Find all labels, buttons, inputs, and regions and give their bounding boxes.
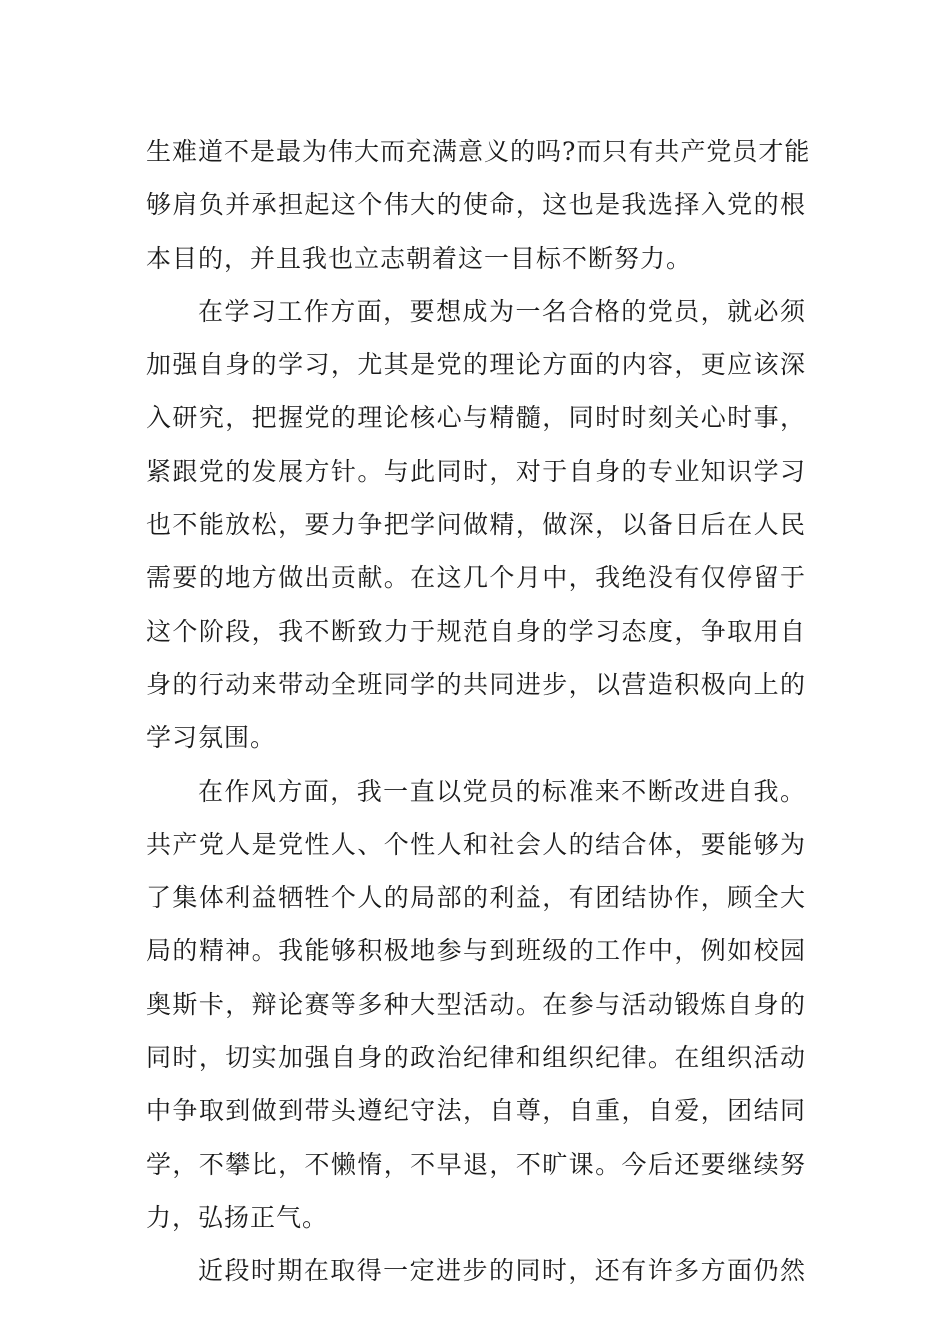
paragraph-3-line-6: 同时，切实加强自身的政治纪律和组织纪律。在组织活动 [146,1043,806,1073]
paragraph-2-line-5: 也不能放松，要力争把学问做精，做深，以备日后在人民 [146,510,806,540]
paragraph-2-line-6: 需要的地方做出贡献。在这几个月中，我绝没有仅停留于 [146,563,806,593]
paragraph-1-line-3: 本目的，并且我也立志朝着这一目标不断努力。 [146,243,693,273]
paragraph-2-line-1: 在学习工作方面，要想成为一名合格的党员，就必须 [198,296,806,326]
paragraph-3-line-7: 中争取到做到带头遵纪守法，自尊，自重，自爱，团结同 [146,1096,806,1126]
paragraph-2-line-4: 紧跟党的发展方针。与此同时，对于自身的专业知识学习 [146,456,806,486]
paragraph-3-line-3: 了集体利益牺牲个人的局部的利益，有团结协作，顾全大 [146,883,806,913]
paragraph-3-line-8: 学，不攀比，不懒惰，不早退，不旷课。今后还要继续努 [146,1149,806,1179]
paragraph-3-line-9: 力，弘扬正气。 [146,1202,329,1232]
paragraph-3-line-1: 在作风方面，我一直以党员的标准来不断改进自我。 [198,776,806,806]
paragraph-2-line-2: 加强自身的学习，尤其是党的理论方面的内容，更应该深 [146,350,806,380]
paragraph-3-line-5: 奥斯卡，辩论赛等多种大型活动。在参与活动锻炼自身的 [146,989,806,1019]
paragraph-2-line-9: 学习氛围。 [146,723,277,753]
paragraph-2-line-8: 身的行动来带动全班同学的共同进步，以营造积极向上的 [146,669,806,699]
document-body [146,125,811,1298]
paragraph-3-line-4: 局的精神。我能够积极地参与到班级的工作中，例如校园 [146,936,806,966]
paragraph-2-line-3: 入研究，把握党的理论核心与精髓，同时时刻关心时事， [146,403,806,433]
paragraph-2-line-7: 这个阶段，我不断致力于规范自身的学习态度，争取用自 [146,616,806,646]
paragraph-4-line-1: 近段时期在取得一定进步的同时，还有许多方面仍然 [198,1256,806,1286]
paragraph-1-line-1: 生难道不是最为伟大而充满意义的吗?而只有共产党员才能 [146,137,811,166]
paragraph-1-line-2: 够肩负并承担起这个伟大的使命，这也是我选择入党的根 [146,190,806,220]
paragraph-3-line-2: 共产党人是党性人、个性人和社会人的结合体，要能够为 [146,829,806,859]
